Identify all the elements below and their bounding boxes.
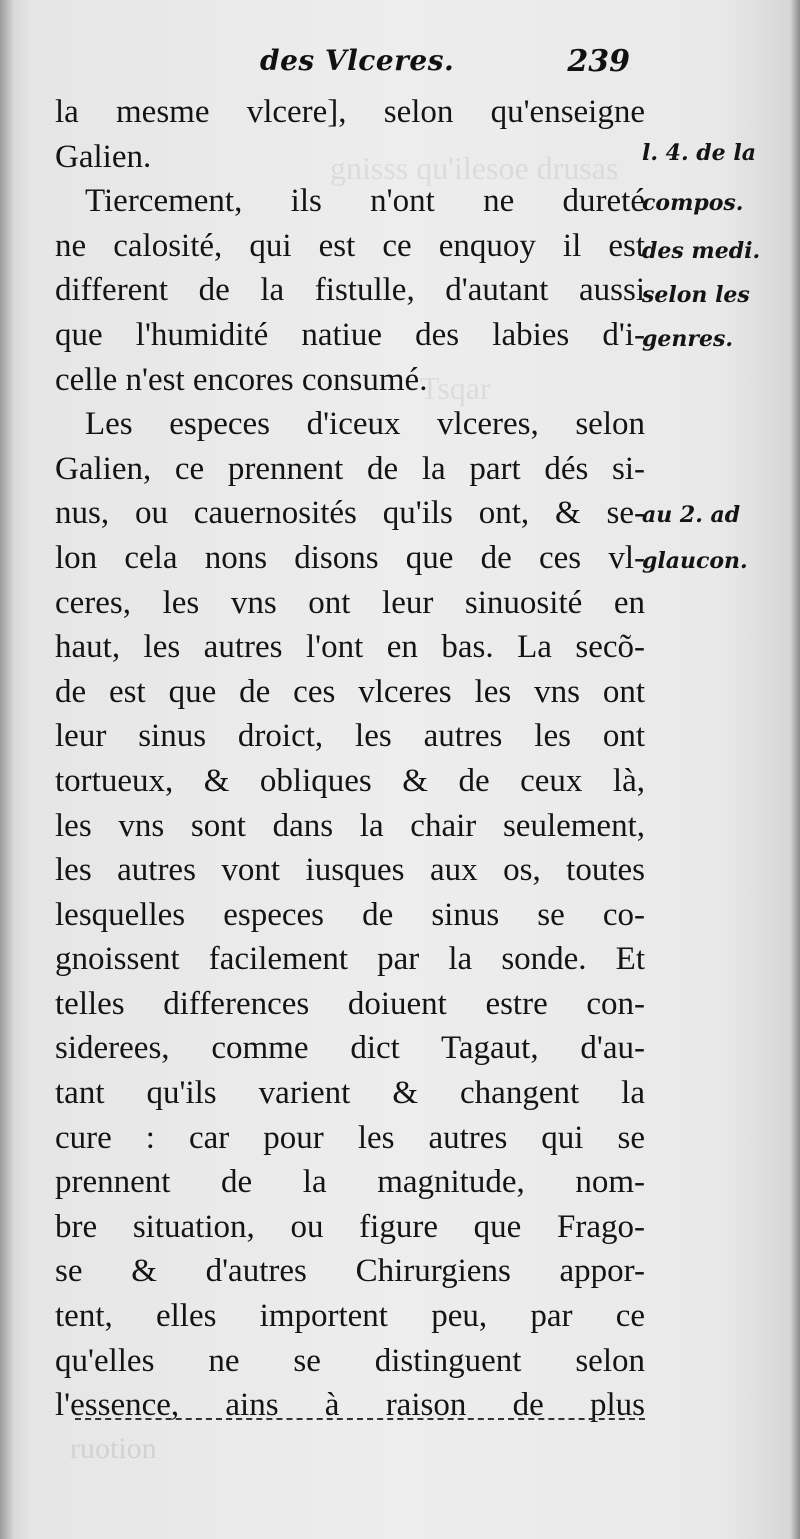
text-line: tent, elles importent peu, par ce [55, 1298, 645, 1335]
text-line: lesquelles especes de sinus se co- [55, 896, 645, 933]
text-line: different de la fistulle, d'autant aussi [55, 272, 645, 309]
bottom-rule [75, 1418, 645, 1420]
text-line: siderees, comme dict Tagaut, d'au- [55, 1030, 645, 1067]
margin-note-line: glaucon. [642, 548, 748, 574]
running-title: des Vlceres. [260, 44, 455, 77]
body-text [55, 90, 645, 1428]
text-line: telles differences doiuent estre con- [55, 985, 645, 1022]
text-line: les autres vont iusques aux os, toutes [55, 852, 645, 889]
text-line: bre situation, ou figure que Frago- [55, 1208, 645, 1245]
page-left-shadow [0, 0, 14, 1539]
text-line: cure : car pour les autres qui se [55, 1119, 645, 1156]
text-line: de est que de ces vlceres les vns ont [55, 673, 645, 710]
catchword-ghost: ruotion [70, 1432, 157, 1465]
text-line: leur sinus droict, les autres les ont [55, 718, 645, 755]
text-line: tortueux, & obliques & de ceux là, [55, 762, 645, 799]
margin-note-line: genres. [642, 326, 734, 352]
margin-note-line: selon les [642, 282, 750, 308]
text-line: haut, les autres l'ont en bas. La secõ- [55, 629, 645, 666]
text-line: ceres, les vns ont leur sinuosité en [55, 584, 645, 621]
text-line: les vns sont dans la chair seulement, [55, 807, 645, 844]
text-line: qu'elles ne se distinguent selon [55, 1342, 645, 1379]
text-line: lon cela nons disons que de ces vl- [55, 539, 645, 576]
text-line: l'essence, ains à raison de plus [55, 1387, 645, 1424]
margin-note-line: compos. [642, 190, 744, 216]
margin-note-line: l. 4. de la [642, 140, 756, 166]
margin-note-line: au 2. ad [642, 502, 741, 528]
bleed-through-2: Tsqar [420, 370, 491, 406]
margin-note-line: des medi. [642, 238, 761, 264]
text-line: ne calosité, qui est ce enquoy il est [55, 227, 645, 264]
text-line: Galien. [55, 138, 152, 175]
page-number: 239 [567, 44, 630, 79]
text-line: Galien, ce prennent de la part dés si- [55, 450, 645, 487]
text-line: celle n'est encores consumé. [55, 361, 428, 398]
text-line: prennent de la magnitude, nom- [55, 1164, 645, 1201]
bleed-through-1: gnisss qu'ilesoe drusas [330, 150, 619, 186]
text-line: Les especes d'iceux vlceres, selon [85, 406, 645, 443]
text-line: se & d'autres Chirurgiens appor- [55, 1253, 645, 1290]
page-right-shadow [790, 0, 800, 1539]
text-line: gnoissent facilement par la sonde. Et [55, 941, 645, 978]
text-line: la mesme vlcere], selon qu'enseigne [55, 94, 645, 130]
text-line: Tiercement, ils n'ont ne dureté [85, 183, 645, 220]
text-line: que l'humidité natiue des labies d'i- [55, 316, 645, 353]
text-line: nus, ou cauernosités qu'ils ont, & se- [55, 495, 645, 532]
text-line: tant qu'ils varient & changent la [55, 1075, 645, 1112]
page-header [55, 40, 640, 88]
